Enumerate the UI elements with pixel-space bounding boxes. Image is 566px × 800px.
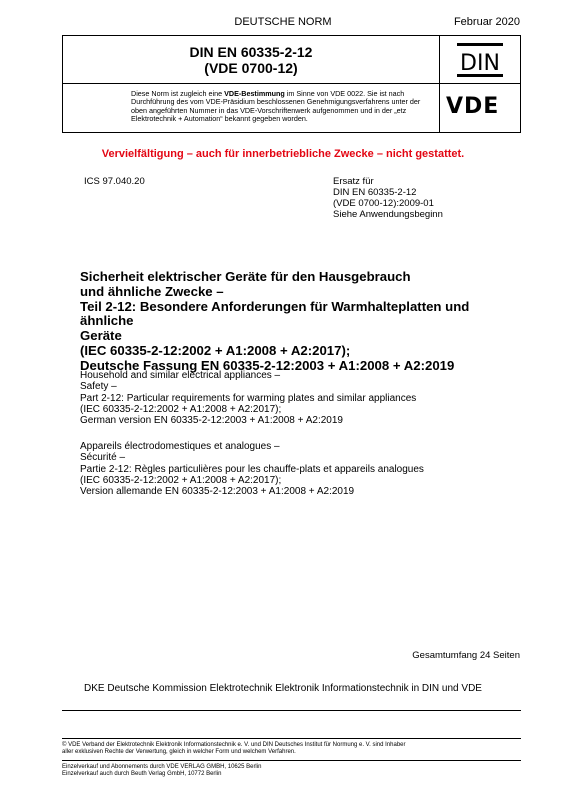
reproduction-notice: Vervielfältigung – auch für innerbetriebliche Zwecke – nicht gestattet. (101, 148, 465, 160)
english-title-line-1: Household and similar electrical appliances – (80, 370, 281, 381)
dke-line: DKE Deutsche Kommission Elektrotechnik Elektronik Informationstechnik in DIN und VDE (84, 683, 482, 694)
standard-header-box (62, 35, 521, 133)
din-logo-cell (440, 36, 520, 84)
ics-code: ICS 97.040.20 (84, 176, 145, 187)
document-type-heading: DEUTSCHE NORM (234, 16, 332, 28)
din-logo-text: DIN (460, 51, 500, 76)
standard-number-cell (63, 36, 440, 84)
issue-date: Februar 2020 (453, 16, 520, 28)
french-title-line-2: Sécurité – (80, 452, 126, 464)
french-title-line-5: Version allemande EN 60335-2-12:2003 + A1:2008 + A2:2019 (80, 486, 355, 498)
english-title-line-4: (IEC 60335-2-12:2002 + A1:2008 + A2:2017); (80, 403, 282, 415)
vde-notice-pre: Diese Norm ist zugleich eine (131, 89, 225, 98)
vde-logo: VDE (446, 94, 500, 119)
replacement-info (333, 176, 443, 220)
sales-line-2: Einzelverkauf auch durch Beuth Verlag GmbH, 10772 Berlin (62, 771, 222, 778)
copyright-line-1: © VDE Verband der Elektrotechnik Elektronik Informationstechnik e. V. und DIN Deutsches Institut für Normung e. V. sind Inhaber (62, 742, 406, 748)
standard-number: DIN EN 60335-2-12 (189, 44, 313, 60)
din-logo (456, 42, 504, 78)
footer-divider-middle (62, 738, 521, 739)
german-title-line-3: Teil 2-12: Besondere Anforderungen für Warmhalteplatten und ähnliche (80, 298, 470, 329)
sales-info (62, 764, 521, 779)
french-title (80, 441, 520, 497)
english-title-line-5: German version EN 60335-2-12:2003 + A1:2008 + A2:2019 (80, 415, 343, 427)
footer-divider-bottom (62, 760, 521, 761)
vde-notice-bold: VDE-Bestimmung (224, 89, 285, 98)
german-title-line-2: und ähnliche Zwecke – (80, 283, 224, 299)
copyright-notice (62, 742, 521, 757)
english-title (80, 370, 520, 426)
english-title-line-2: Safety – (80, 381, 117, 393)
sales-line-1: Einzelverkauf und Abonnements durch VDE VERLAG GMBH, 10625 Berlin (62, 764, 262, 770)
french-title-line-1: Appareils électrodomestiques et analogues – (80, 441, 280, 452)
replacement-line-3: (VDE 0700-12):2009-01 (333, 198, 434, 209)
replacement-line-4: Siehe Anwendungsbeginn (333, 209, 443, 220)
english-title-line-3: Part 2-12: Particular requirements for warming plates and similar appliances (80, 392, 417, 404)
total-pages: Gesamtumfang 24 Seiten (412, 650, 520, 661)
german-title-line-5: (IEC 60335-2-12:2002 + A1:2008 + A2:2017); (80, 342, 351, 358)
vde-classification-number: (VDE 0700-12) (204, 60, 298, 76)
vde-notice-post: im Sinne von VDE 0022. Sie ist nach Durchführung des vom VDE-Präsidium beschlossenen Genehmigungsverfahrens unter der oben angeführten Nummer in das VDE-Vorschriftenwerk aufgenommen und in der „etz Elektrotechnik + Automation“ bekannt gegeben worden. (131, 89, 421, 124)
replacement-line-1: Ersatz für (333, 176, 374, 187)
copyright-line-2: aller exklusiven Rechte der Verwertung, gleich in welcher Form und welchem Verfahren. (62, 749, 296, 756)
german-title-line-1: Sicherheit elektrischer Geräte für den Hausgebrauch (80, 269, 411, 284)
german-title-line-6: Deutsche Fassung EN 60335-2-12:2003 + A1:2008 + A2:2019 (80, 357, 455, 373)
german-title-line-4: Geräte (80, 328, 122, 344)
footer-divider-top (62, 710, 521, 711)
replacement-line-2: DIN EN 60335-2-12 (333, 187, 417, 198)
vde-logo-cell (440, 84, 520, 133)
french-title-line-4: (IEC 60335-2-12:2002 + A1:2008 + A2:2017); (80, 474, 282, 486)
french-title-line-3: Partie 2-12: Règles particulières pour les chauffe-plats et appareils analogues (80, 463, 424, 475)
vde-notice (63, 84, 440, 133)
german-title (80, 270, 520, 374)
